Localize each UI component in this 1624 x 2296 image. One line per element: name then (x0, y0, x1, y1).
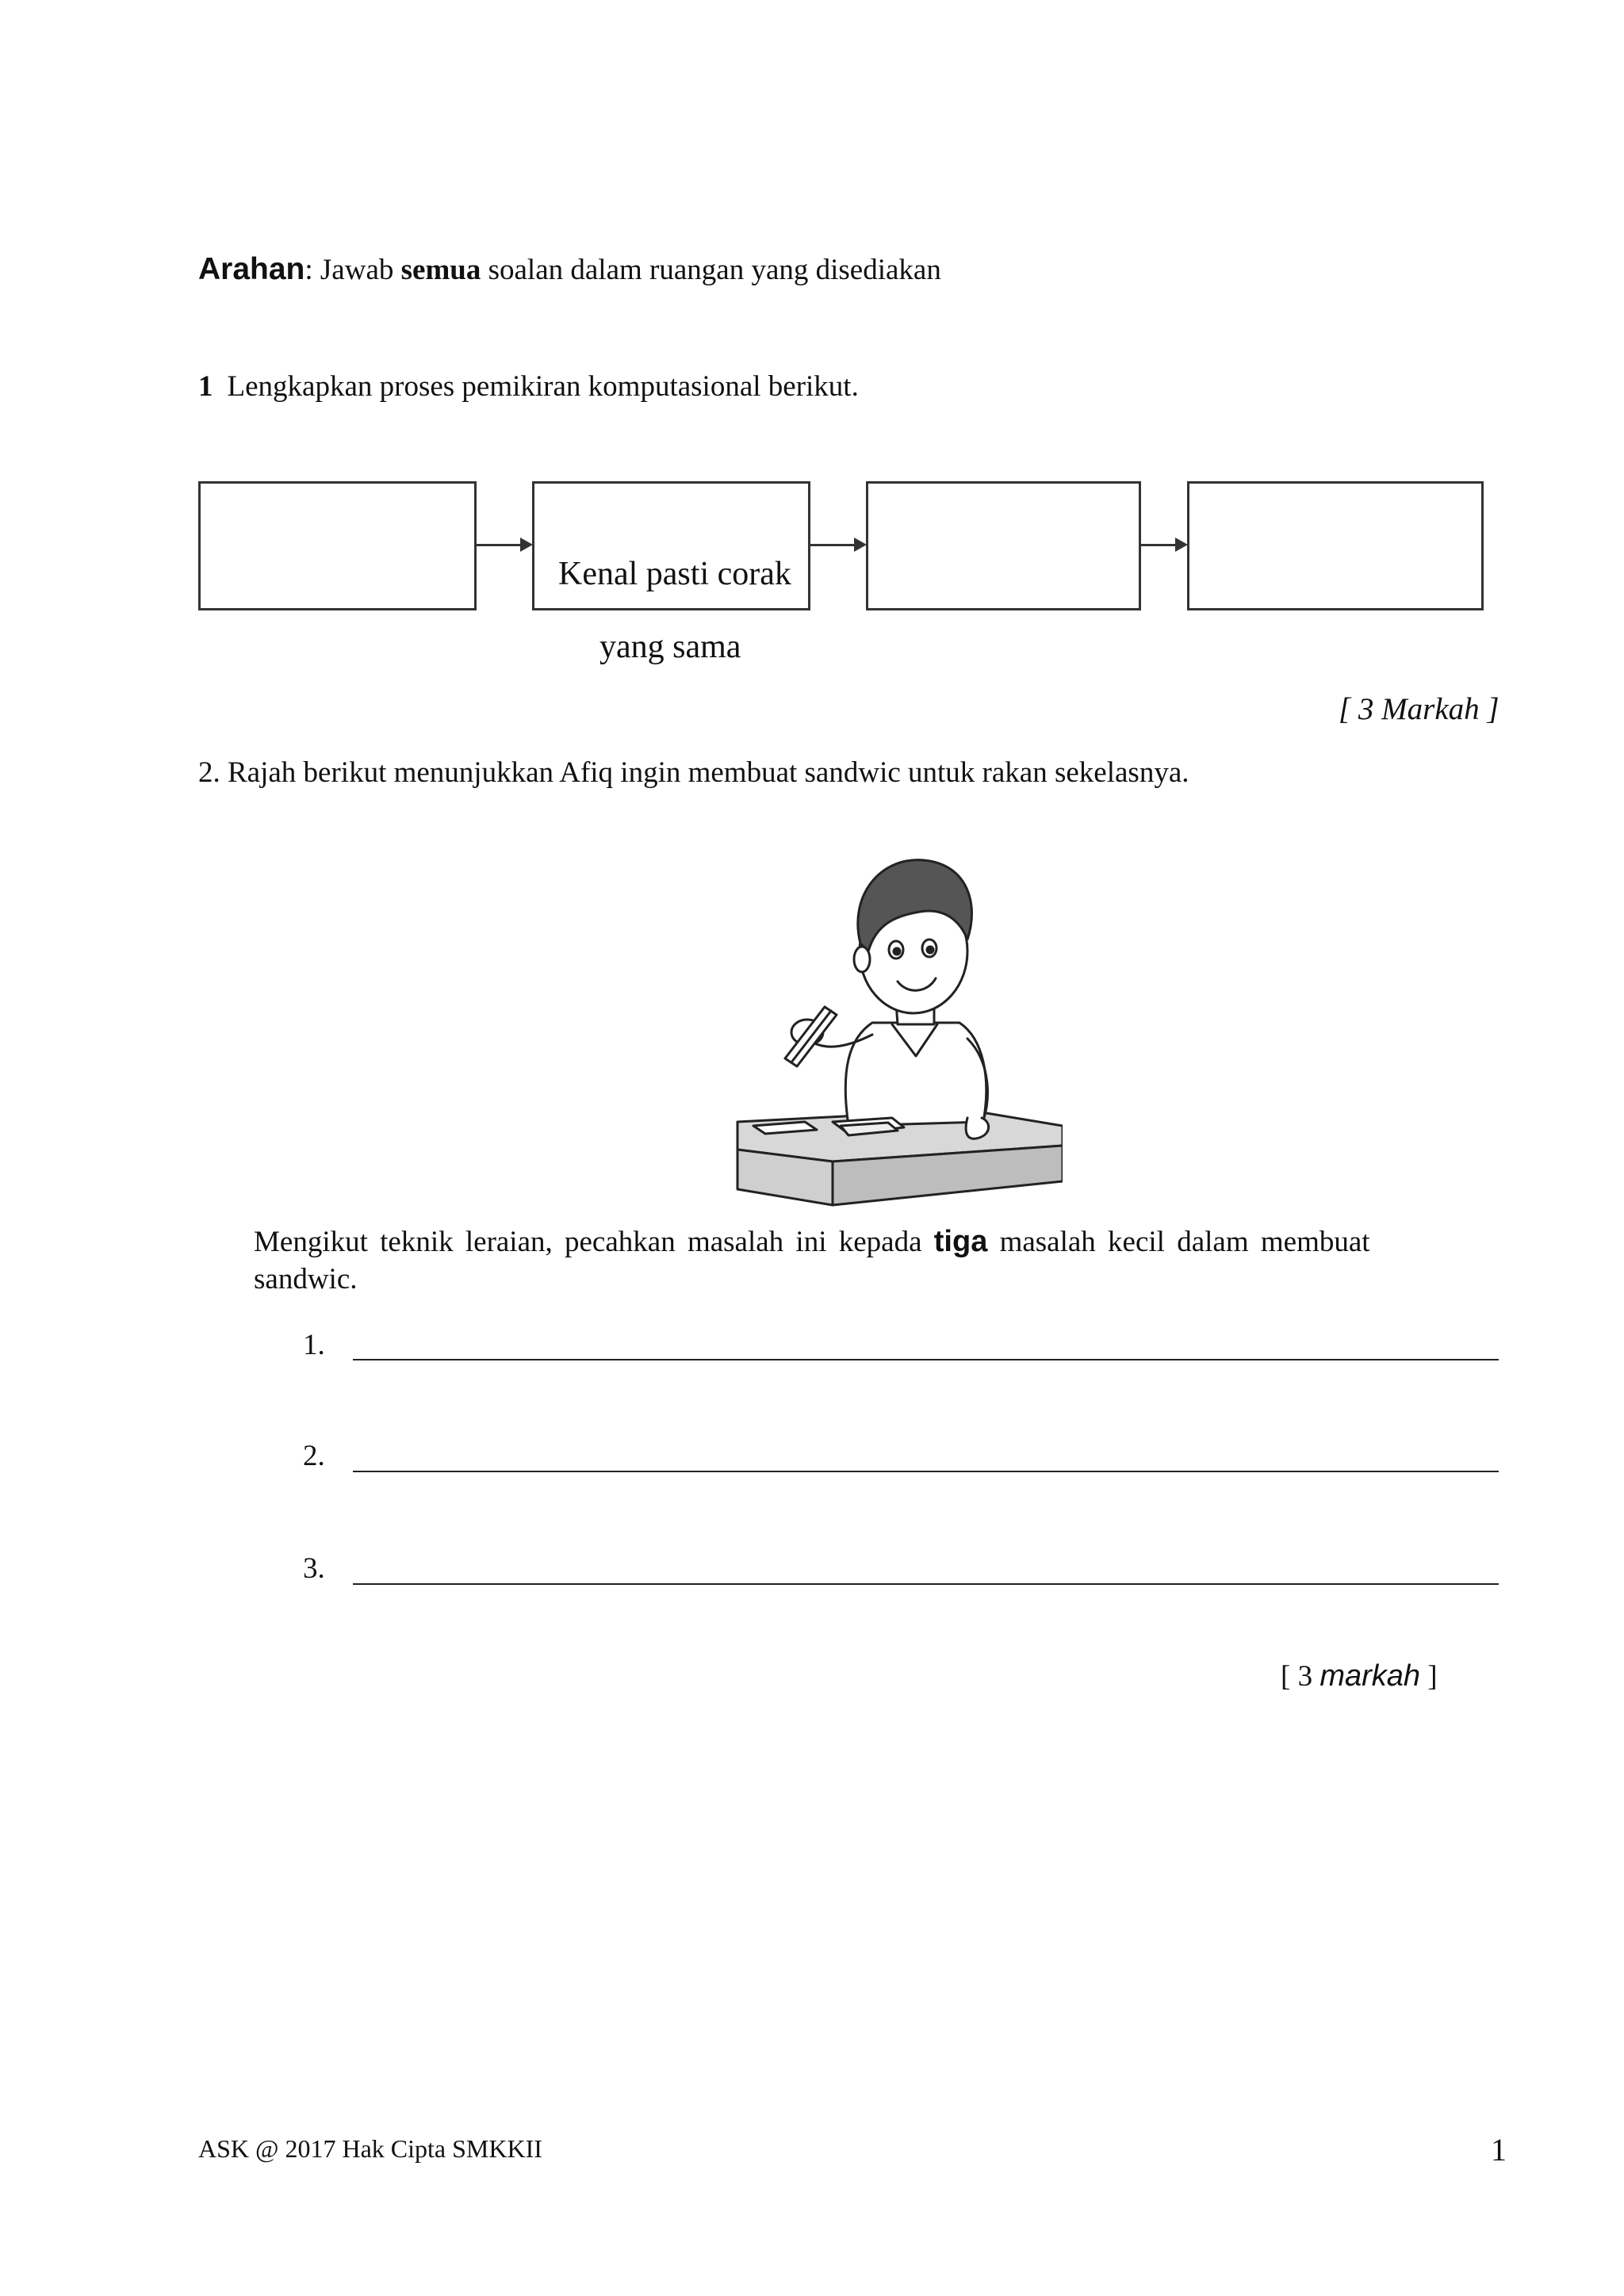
answer-label-2: 2. (303, 1440, 325, 1472)
instructions-label: Arahan (198, 252, 305, 286)
flow-box-4[interactable] (1187, 481, 1484, 610)
answer-line-3[interactable] (353, 1583, 1499, 1585)
answer-line-1[interactable] (353, 1359, 1499, 1360)
question2-marks-open: [ 3 (1281, 1660, 1320, 1693)
question1-text: Lengkapkan proses pemikiran komputasional berikut. (227, 370, 859, 403)
question1-heading (198, 369, 859, 404)
answer-line-2[interactable] (353, 1471, 1499, 1472)
question1-marks: [ 3 Markah ] (1339, 692, 1500, 726)
instructions-line (198, 252, 941, 287)
question2-marks (1281, 1659, 1438, 1693)
question2-marks-close: ] (1420, 1660, 1438, 1693)
answer-label-1: 1. (303, 1329, 325, 1361)
question2-intro: 2. Rajah berikut menunjukkan Afiq ingin membuat sandwic untuk rakan sekelasnya. (198, 756, 1189, 789)
question2-prompt-before: Mengikut teknik leraian, pecahkan masalah ini kepada (254, 1226, 934, 1258)
flow-box-1[interactable] (198, 481, 477, 610)
instructions-emphasis: semua (400, 254, 481, 286)
question2-prompt-emphasis: tiga (933, 1225, 988, 1258)
flow-box-3[interactable] (866, 481, 1141, 610)
flow-box-2-label-line1: Kenal pasti corak (558, 556, 791, 592)
instructions-text-after: soalan dalam ruangan yang disediakan (481, 254, 941, 286)
question2-marks-word: markah (1320, 1659, 1421, 1693)
question2-prompt-line1 (254, 1225, 1370, 1259)
page-number: 1 (1491, 2132, 1507, 2168)
question2-prompt-after: masalah kecil dalam membuat (987, 1226, 1370, 1258)
answer-label-3: 3. (303, 1552, 325, 1585)
boy-making-sandwich-illustration (730, 848, 1063, 1209)
question1-number: 1 (198, 370, 213, 403)
question2-prompt-line2: sandwic. (254, 1263, 358, 1295)
flow-arrow-2 (808, 544, 864, 546)
flow-arrow-3 (1139, 544, 1185, 546)
flow-box-2-label-line2: yang sama (599, 629, 741, 665)
footer-copyright: ASK @ 2017 Hak Cipta SMKKII (198, 2134, 542, 2163)
flow-arrow-1 (474, 544, 530, 546)
instructions-text-before: : Jawab (304, 254, 401, 286)
